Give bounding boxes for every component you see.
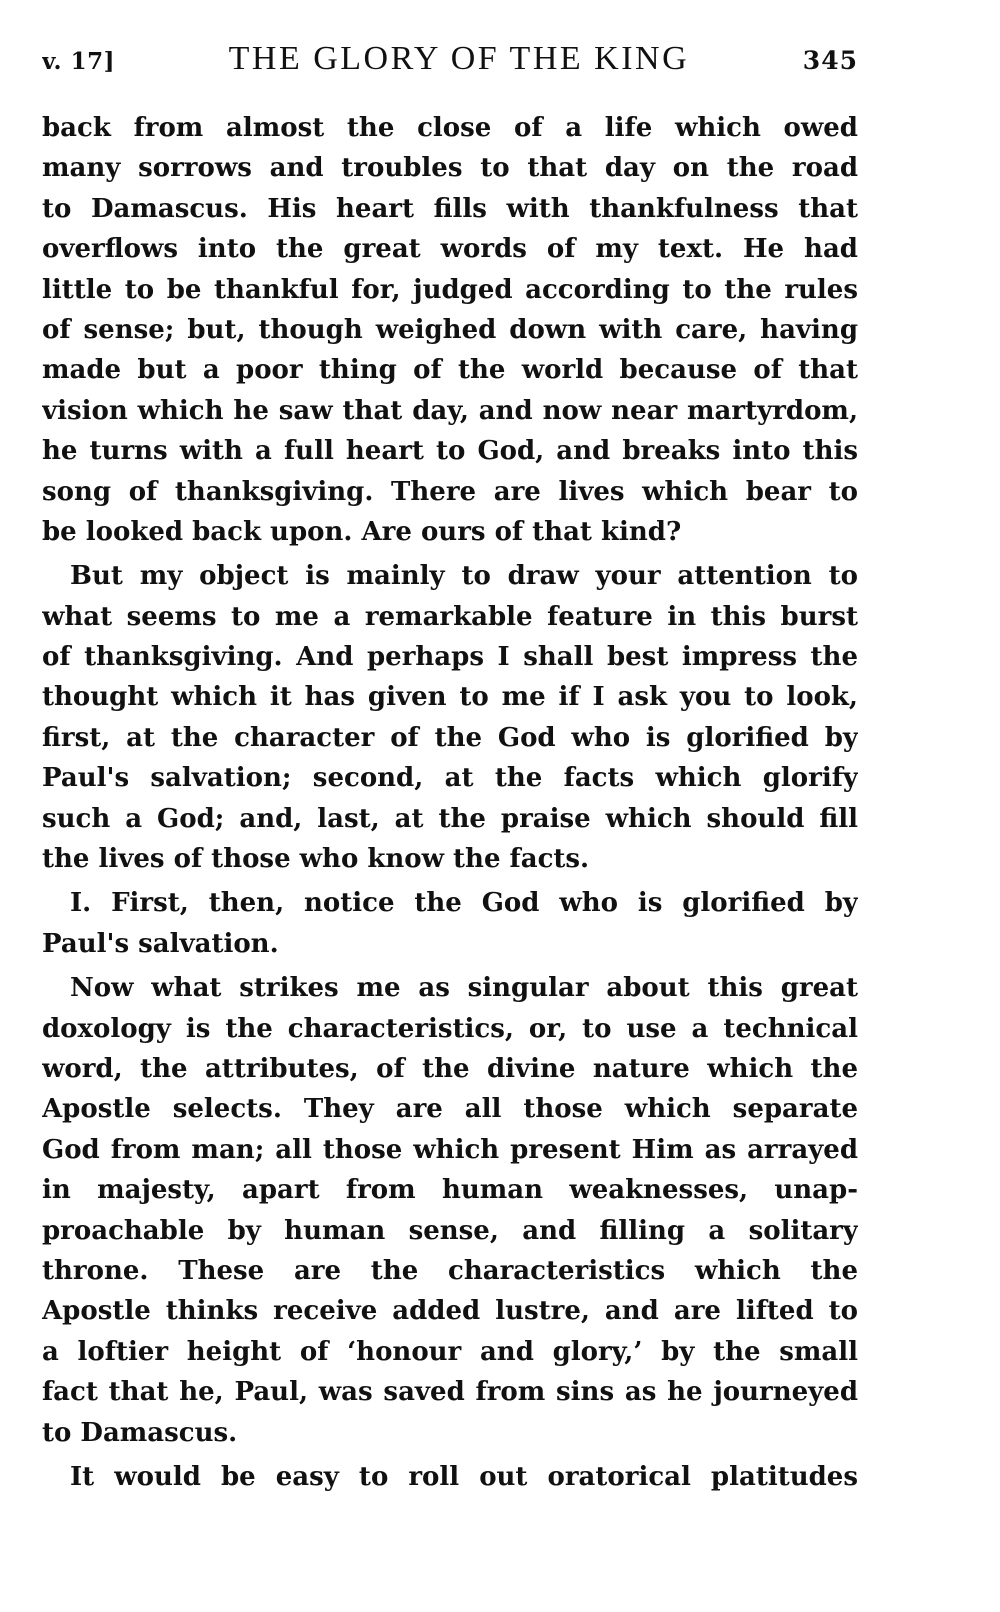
text-line: back from almost the close of a life which owed	[42, 113, 858, 143]
text-line: word, the attributes, of the divine nature which the	[42, 1053, 858, 1084]
book-page	[42, 40, 858, 1580]
text-line: Apostle selects. They are all those which separate	[42, 1094, 858, 1125]
text-line: proachable by human sense, and filling a solitary	[42, 1215, 858, 1246]
text-line: first, at the character of the God who is glorified by	[42, 722, 858, 753]
text-line: vision which he saw that day, and now near martyrdom,	[42, 395, 858, 426]
text-line: Paul's salvation; second, at the facts which glorify	[42, 763, 858, 794]
verse-reference: v. 17]	[42, 48, 115, 75]
text-line: thought which it has given to me if I ask you to look,	[42, 682, 858, 713]
text-line: But my object is mainly to draw your attention to	[70, 561, 858, 592]
paragraph	[42, 556, 858, 879]
text-line: in majesty, apart from human weaknesses, unap-	[42, 1175, 858, 1206]
paragraph	[42, 883, 858, 964]
paragraph	[42, 968, 858, 1453]
text-line: song of thanksgiving. There are lives which bear to	[42, 476, 858, 507]
paragraph	[42, 108, 858, 552]
running-title: THE GLORY OF THE KING	[228, 40, 690, 77]
text-line: throne. These are the characteristics which the	[42, 1255, 858, 1286]
paragraph	[42, 1457, 858, 1497]
text-line: Now what strikes me as singular about this great	[70, 973, 858, 1004]
text-line: overflows into the great words of my text. He had	[42, 234, 858, 265]
text-line: the lives of those who know the facts.	[42, 844, 590, 875]
text-line: fact that he, Paul, was saved from sins as he journeyed	[42, 1377, 858, 1408]
text-line: It would be easy to roll out oratorical platitudes	[70, 1461, 858, 1492]
text-line: to Damascus. His heart fills with thankfulness that	[42, 193, 858, 224]
text-line: such a God; and, last, at the praise which should fill	[42, 803, 858, 834]
text-line: Paul's salvation.	[42, 928, 279, 959]
running-header	[42, 40, 858, 94]
page-number: 345	[802, 46, 858, 75]
text-line: I. First, then, notice the God who is glorified by	[70, 888, 858, 919]
text-line: of thanksgiving. And perhaps I shall best impress the	[42, 642, 858, 673]
text-line: made but a poor thing of the world because of that	[42, 355, 858, 386]
text-line: little to be thankful for, judged according to the rules	[42, 274, 858, 305]
text-line: be looked back upon. Are ours of that kind?	[42, 516, 682, 547]
text-line: Apostle thinks receive added lustre, and are lifted to	[42, 1296, 858, 1327]
text-line: he turns with a full heart to God, and breaks into this	[42, 436, 858, 467]
text-line: many sorrows and troubles to that day on the road	[42, 153, 858, 184]
text-line: of sense; but, though weighed down with care, having	[42, 314, 858, 345]
text-line: to Damascus.	[42, 1417, 238, 1448]
text-line: a loftier height of ‘honour and glory,’ by the small	[42, 1336, 858, 1367]
text-line: God from man; all those which present Him as arrayed	[42, 1134, 858, 1165]
text-line: doxology is the characteristics, or, to use a technical	[42, 1013, 858, 1044]
text-body	[42, 108, 858, 1497]
text-line: what seems to me a remarkable feature in this burst	[42, 601, 858, 632]
